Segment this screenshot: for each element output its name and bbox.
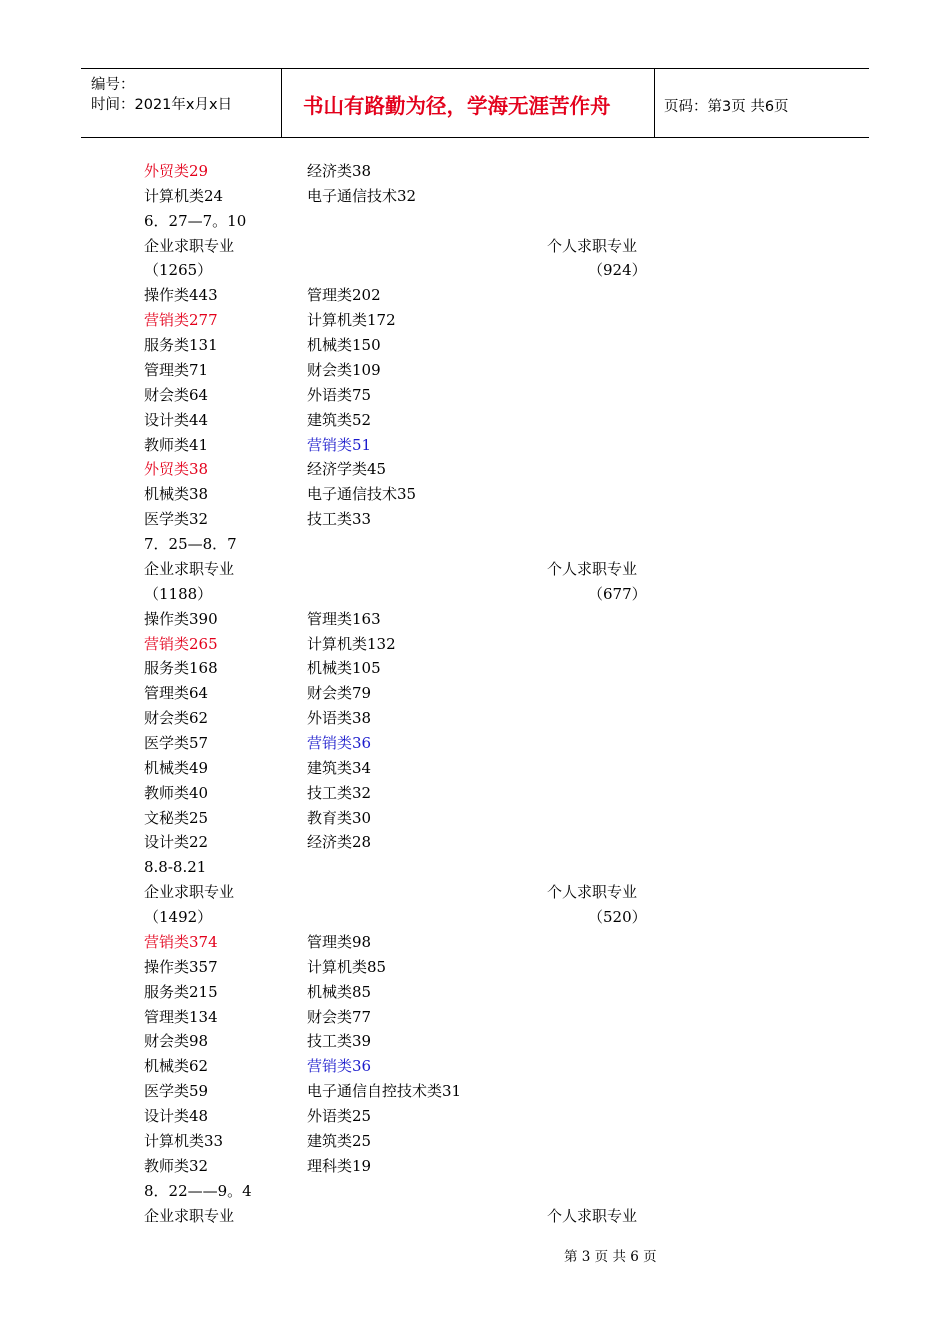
page-header — [81, 68, 869, 138]
list-item: 医学类57 — [144, 734, 209, 752]
list-item: （1188） — [144, 584, 213, 603]
list-item: 机械类62 — [144, 1057, 209, 1076]
list-item: 营销类36 — [307, 734, 372, 752]
list-item: 管理类64 — [144, 684, 209, 703]
list-item: 设计类44 — [144, 410, 209, 429]
list-item: 技工类39 — [307, 1032, 372, 1051]
list-item: 营销类277 — [144, 311, 218, 330]
list-item: 电子通信自控技术类31 — [307, 1082, 462, 1101]
column-heading: 个人求职专业 — [547, 1206, 638, 1225]
list-item: 机械类38 — [144, 485, 209, 504]
list-item: 营销类374 — [144, 932, 218, 951]
list-item: 电子通信技术35 — [307, 485, 417, 504]
list-item: 财会类64 — [144, 385, 209, 404]
list-item: 操作类390 — [144, 609, 218, 628]
list-item: （1265） — [144, 261, 213, 280]
time-label: 时间：2021年x月x日 — [91, 97, 233, 113]
header-slogan: 书山有路勤为径，学海无涯苦作舟 — [303, 94, 611, 118]
list-item: 设计类48 — [144, 1107, 209, 1126]
list-item: 财会类62 — [144, 709, 209, 728]
list-item: 教师类32 — [144, 1156, 209, 1175]
list-item: 技工类33 — [307, 510, 372, 529]
column-heading: 个人求职专业 — [547, 236, 638, 255]
list-item: 机械类49 — [144, 758, 209, 777]
header-divider — [654, 69, 655, 137]
list-item: 教师类41 — [144, 435, 209, 454]
list-item: 外语类38 — [307, 709, 372, 728]
list-item: 计算机类132 — [307, 634, 396, 653]
list-item: 计算机类24 — [144, 186, 224, 205]
header-divider — [281, 69, 282, 137]
list-item: 外贸类38 — [144, 460, 209, 479]
list-item: 经济学类45 — [307, 460, 387, 479]
page-label: 页码：第3页 共6页 — [664, 99, 789, 115]
count-label: （520） — [588, 908, 647, 927]
list-item: 操作类443 — [144, 286, 218, 305]
section-date-range: 6．27—7。10 — [144, 211, 247, 230]
list-item: 财会类109 — [307, 360, 381, 379]
list-item: 经济类38 — [307, 162, 372, 180]
count-label: （924） — [588, 261, 647, 280]
list-item: 医学类59 — [144, 1082, 209, 1101]
list-item: 机械类85 — [307, 982, 372, 1001]
list-item: 计算机类172 — [307, 311, 396, 330]
list-item: 营销类265 — [144, 634, 218, 653]
list-item: 企业求职专业 — [144, 883, 235, 902]
list-item: 建筑类25 — [307, 1131, 372, 1150]
list-item: 技工类32 — [307, 783, 372, 802]
list-item: 服务类131 — [144, 336, 218, 355]
list-item: 计算机类33 — [144, 1131, 224, 1150]
list-item: 管理类202 — [307, 286, 381, 305]
list-item: 教师类40 — [144, 783, 209, 802]
list-item: 管理类134 — [144, 1007, 218, 1026]
list-item: 机械类150 — [307, 336, 381, 355]
number-label: 编号： — [91, 77, 135, 93]
list-item: 建筑类52 — [307, 410, 372, 429]
list-item: 教育类30 — [307, 808, 372, 827]
list-item: 机械类105 — [307, 659, 381, 678]
list-item: 财会类79 — [307, 684, 372, 703]
list-item: 财会类98 — [144, 1032, 209, 1051]
list-item: 管理类98 — [307, 932, 372, 951]
list-item: 服务类168 — [144, 659, 218, 678]
list-item: （1492） — [144, 908, 213, 927]
count-label: （677） — [588, 584, 647, 603]
section-date-range: 8．22——9。4 — [144, 1181, 252, 1200]
list-item: 经济类28 — [307, 833, 372, 852]
list-item: 外语类75 — [307, 385, 372, 404]
list-item: 操作类357 — [144, 957, 218, 976]
list-item: 计算机类85 — [307, 957, 387, 976]
list-item: 理科类19 — [307, 1156, 372, 1175]
list-item: 财会类77 — [307, 1007, 372, 1026]
page-footer: 第 3 页 共 6 页 — [564, 1249, 657, 1265]
list-item: 管理类71 — [144, 360, 209, 379]
list-item: 医学类32 — [144, 510, 209, 529]
column-heading: 个人求职专业 — [547, 559, 638, 578]
list-item: 营销类51 — [307, 435, 372, 454]
list-item: 建筑类34 — [307, 758, 372, 777]
list-item: 外贸类29 — [144, 162, 209, 180]
list-item: 营销类36 — [307, 1057, 372, 1076]
list-item: 设计类22 — [144, 833, 209, 852]
list-item: 管理类163 — [307, 609, 381, 628]
column-heading: 个人求职专业 — [547, 883, 638, 902]
list-item: 文秘类25 — [144, 808, 209, 827]
list-item: 企业求职专业 — [144, 236, 235, 255]
section-date-range: 7．25—8．7 — [144, 535, 237, 554]
list-item: 服务类215 — [144, 982, 218, 1001]
list-item: 企业求职专业 — [144, 559, 235, 578]
list-item: 外语类25 — [307, 1107, 372, 1126]
list-item: 企业求职专业 — [144, 1206, 235, 1225]
section-date-range: 8.8-8.21 — [144, 858, 207, 877]
list-item: 电子通信技术32 — [307, 186, 417, 205]
